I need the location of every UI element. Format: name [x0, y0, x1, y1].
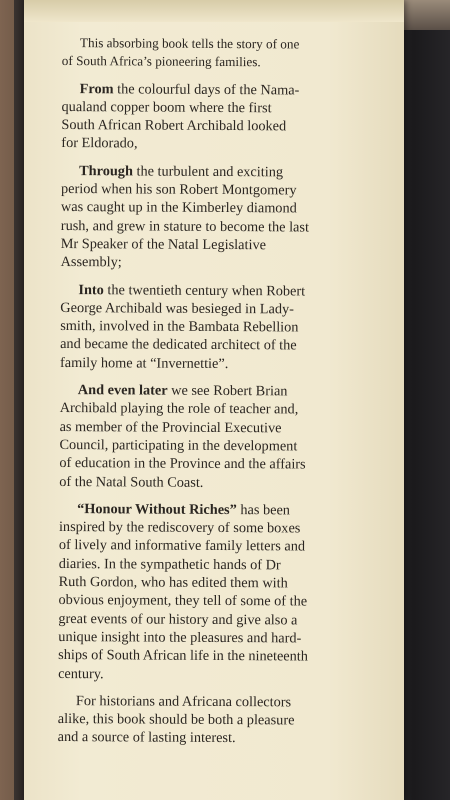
blurb-line: unique insight into the pleasures and hard- [58, 628, 302, 647]
blurb-line: ships of South African life in the nineteenth [58, 647, 308, 665]
blurb-line: Council, participating in the development [59, 436, 298, 455]
blurb-lead-word: From [79, 80, 114, 97]
blurb-book-title: “Honour Without Riches” [77, 500, 237, 518]
blurb-paragraph-into [60, 281, 395, 375]
blurb-line: of South Africa’s pioneering families. [61, 53, 261, 70]
blurb-line: obvious enjoyment, they tell of some of the [58, 592, 308, 610]
blurb-line: the twentieth century when Robert [103, 281, 306, 300]
blurb-line: For historians and Africana collectors [75, 692, 292, 711]
blurb-line: as member of the Provincial Executive [59, 418, 282, 436]
blurb-line: has been [236, 501, 291, 519]
blurb-line: and became the dedicated architect of the [60, 336, 297, 354]
blurb-line: great events of our history and give also a [58, 610, 298, 629]
blurb-line: century. [58, 665, 104, 682]
blurb-line: the turbulent and exciting [132, 163, 284, 181]
blurb-line: Assembly; [60, 254, 122, 271]
blurb-line: South African Robert Archibald looked [61, 117, 287, 135]
blurb-paragraph-honour [58, 500, 393, 685]
blurb-line: rush, and grew in stature to become the last [60, 217, 310, 236]
blurb-paragraph-closing [58, 692, 392, 749]
blurb-line: This absorbing book tells the story of one [79, 35, 300, 52]
blurb-paragraph-through [61, 162, 396, 274]
blurb-line: family home at “Invernettie”. [59, 354, 229, 372]
blurb-line: of education in the Province and the affairs [59, 455, 306, 473]
blurb-line: we see Robert Brian [167, 382, 288, 400]
blurb-line: qualand copper boom where the first [61, 98, 272, 117]
blurb-line: of the Natal South Coast. [59, 473, 204, 491]
blurb-paragraph-from [61, 80, 395, 155]
blurb-line: was caught up in the Kimberley diamond [60, 199, 297, 217]
blurb-line: the colourful days of the Nama- [113, 80, 300, 99]
blurb-line: of lively and informative family letters and [58, 537, 306, 555]
blurb-line: Ruth Gordon, who has edited them with [58, 574, 288, 592]
blurb-paragraph-intro [62, 34, 396, 73]
blurb-lead-word: Into [78, 281, 104, 298]
jacket-top-shadow [24, 0, 404, 22]
blurb-line: inspired by the rediscovery of some boxes [58, 519, 301, 537]
blurb-lead-word: And even later [77, 382, 168, 399]
blurb-line: diaries. In the sympathetic hands of Dr [58, 555, 281, 574]
blurb-line: alike, this book should be both a pleasure [57, 711, 295, 729]
blurb-paragraph-even-later [59, 381, 394, 493]
blurb-lead-word: Through [79, 162, 133, 180]
jacket-blurb [58, 34, 396, 758]
blurb-line: for Eldorado, [61, 135, 138, 152]
blurb-line: period when his son Robert Montgomery [61, 181, 297, 199]
blurb-line: George Archibald was besieged in Lady- [60, 299, 294, 318]
blurb-line: Mr Speaker of the Natal Legislative [60, 235, 267, 254]
blurb-line: and a source of lasting interest. [57, 729, 236, 747]
blurb-line: Archibald playing the role of teacher and, [59, 400, 299, 418]
blurb-line: smith, involved in the Bambata Rebellion [60, 318, 299, 336]
